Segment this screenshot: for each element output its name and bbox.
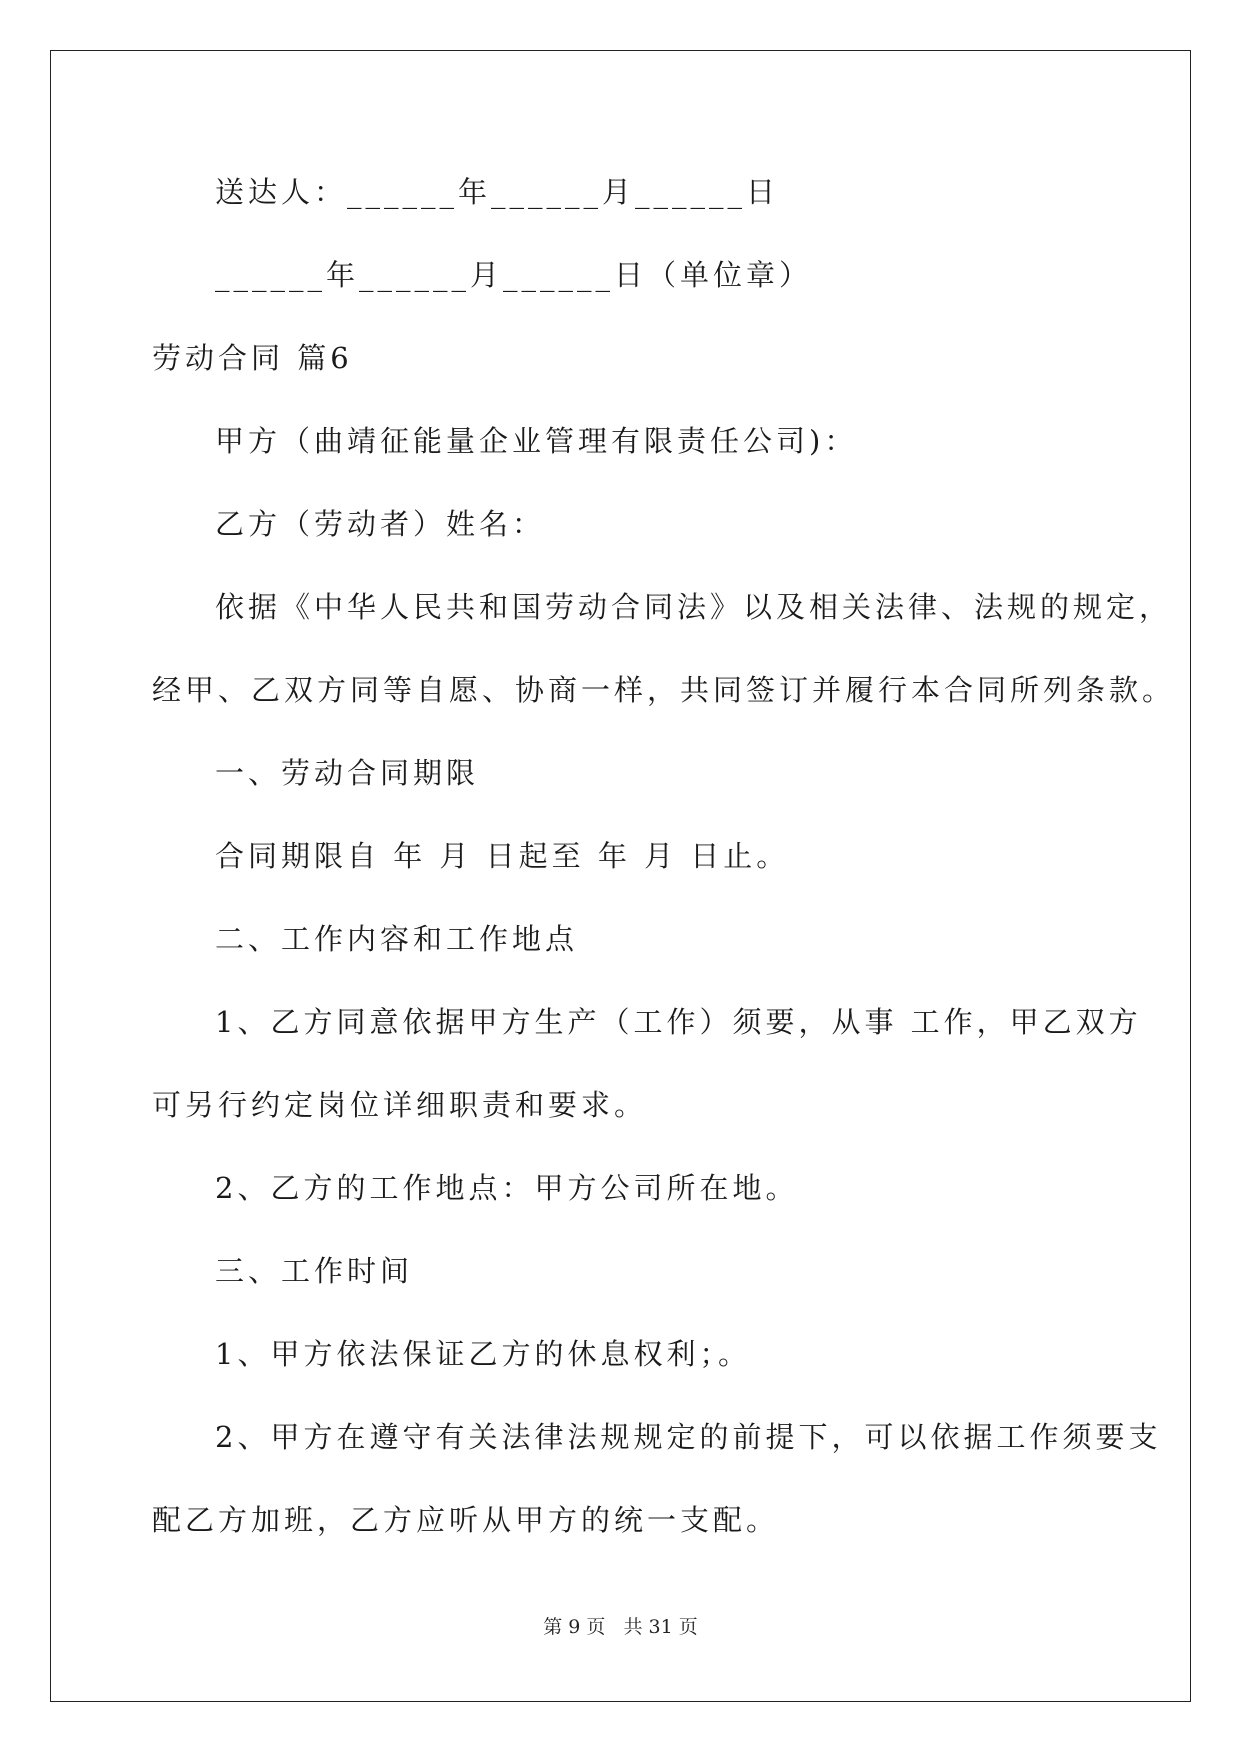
paragraph-line: 可另行约定岗位详细职责和要求。 [152,1088,648,1122]
section-heading: 劳动合同 篇6 [152,341,353,375]
paragraph-line: 配乙方加班，乙方应听从甲方的统一支配。 [152,1503,780,1537]
paragraph-line: 1、乙方同意依据甲方生产（工作）须要，从事 工作，甲乙双方 [215,1005,1142,1039]
party-a-line: 甲方（曲靖征能量企业管理有限责任公司)： [215,424,858,458]
page-number-footer: 第 9 页 共 31 页 [543,1616,698,1638]
paragraph-line: 依据《中华人民共和国劳动合同法》以及相关法律、法规的规定， [215,590,1173,624]
paragraph-line: 经甲、乙双方同等自愿、协商一样，共同签订并履行本合同所列条款。 [152,673,1176,707]
party-b-line: 乙方（劳动者）姓名： [215,507,546,541]
clause-heading: 一、劳动合同期限 [215,756,480,790]
unit-seal-date-line: ______年______月______日（单位章） [215,258,813,292]
clause-heading: 三、工作时间 [215,1254,414,1288]
paragraph-line: 合同期限自 年 月 日起至 年 月 日止。 [215,839,790,873]
paragraph-line: 1、甲方依法保证乙方的休息权利；。 [215,1337,751,1371]
recipient-date-line: 送达人：______年______月______日 [215,175,780,209]
clause-heading: 二、工作内容和工作地点 [215,922,579,956]
paragraph-line: 2、乙方的工作地点：甲方公司所在地。 [215,1171,799,1205]
paragraph-line: 2、甲方在遵守有关法律法规规定的前提下，可以依据工作须要支 [215,1420,1162,1454]
